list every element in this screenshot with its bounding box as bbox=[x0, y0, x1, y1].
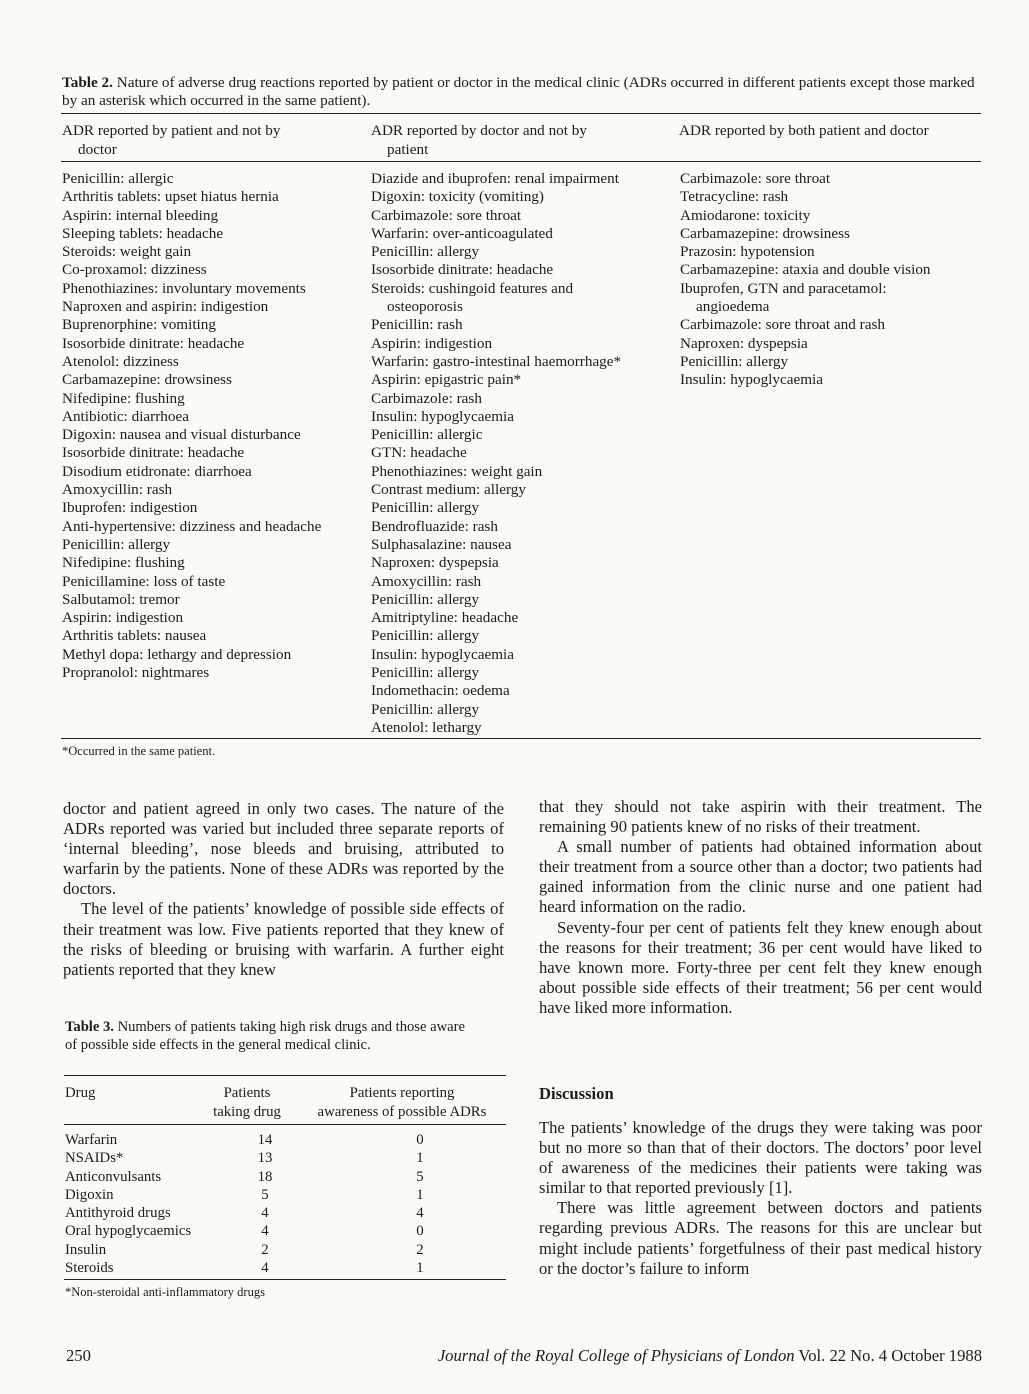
discussion-paragraph-2: There was little agreement between doctors and patients regarding previous ADRs. The reasons for this are unclear but might include patients’ forgetfulness of their past medical history or the doctor’s failure to inform bbox=[539, 1198, 982, 1278]
table3-row bbox=[65, 1131, 535, 1149]
table2-entry: Aspirin: indigestion bbox=[371, 334, 493, 352]
table2-entry: GTN: headache bbox=[371, 444, 467, 462]
table2-entry: Penicillin: allergy bbox=[371, 664, 480, 682]
table2-entry: Aspirin: internal bleeding bbox=[62, 206, 219, 224]
table3-cell-aware: 1 bbox=[416, 1260, 424, 1277]
table3-cell-aware: 1 bbox=[416, 1186, 424, 1203]
table3-caption-label: Table 3. bbox=[65, 1019, 114, 1035]
table2-entry: Atenolol: dizziness bbox=[62, 352, 179, 370]
body-right-column bbox=[539, 797, 982, 1018]
body-right-paragraph-3: Seventy-four per cent of patients felt they knew enough about the reasons for their treatment; 36 per cent would have liked to have known more. Forty-three per cent felt they knew enough about possible side effects of their treatment; 56 per cent would have liked more information. bbox=[539, 917, 982, 1017]
table2-entry: Insulin: hypoglycaemia bbox=[371, 645, 514, 663]
table2-entry: Anti-hypertensive: dizziness and headache bbox=[62, 517, 322, 535]
table3-row bbox=[65, 1204, 535, 1222]
table2-entry: Carbimazole: rash bbox=[371, 389, 482, 407]
table2-entry: Penicillin: allergy bbox=[680, 352, 789, 370]
table3-cell-aware: 0 bbox=[416, 1223, 424, 1240]
table2-entry: Warfarin: gastro-intestinal haemorrhage* bbox=[371, 352, 622, 370]
table2-entry: Contrast medium: allergy bbox=[371, 481, 526, 499]
table2-entry: Bendrofluazide: rash bbox=[371, 517, 498, 535]
table2-entry: osteoporosis bbox=[387, 298, 463, 316]
table2-caption bbox=[62, 74, 982, 110]
table2-entry: Amoxycillin: rash bbox=[62, 481, 173, 499]
table3-header-taking-line2: taking drug bbox=[213, 1103, 281, 1120]
table2-entry: Phenothiazines: involuntary movements bbox=[62, 279, 306, 297]
table2-entry: Penicillin: allergic bbox=[371, 426, 483, 444]
table3-cell-taking: 4 bbox=[261, 1205, 269, 1222]
table2-entry: Penicillin: allergy bbox=[371, 243, 480, 261]
table3-header-drug: Drug bbox=[65, 1085, 96, 1101]
table2-entry: Penicillin: allergic bbox=[62, 170, 174, 187]
table2-entry: Penicillin: rash bbox=[371, 316, 463, 334]
table3-cell-drug: Oral hypoglycaemics bbox=[65, 1223, 192, 1240]
table3-cell-drug: Steroids bbox=[65, 1260, 114, 1277]
table2-entry: Nifedipine: flushing bbox=[62, 554, 185, 572]
table3-cell-aware: 5 bbox=[416, 1168, 424, 1185]
table3-header-rule bbox=[64, 1124, 506, 1125]
table2-entry: Sulphasalazine: nausea bbox=[371, 535, 512, 553]
table2-entry: Naproxen: dyspepsia bbox=[680, 334, 808, 352]
table2-entry: Co-proxamol: dizziness bbox=[62, 261, 207, 279]
table2-column-both bbox=[680, 170, 931, 390]
table2-entry: Isosorbide dinitrate: headache bbox=[62, 334, 245, 352]
table2-entry: Salbutamol: tremor bbox=[62, 590, 180, 608]
table2-entry: Ibuprofen, GTN and paracetamol: bbox=[680, 279, 887, 297]
table3-header-aware bbox=[297, 1084, 507, 1121]
table3-row bbox=[65, 1149, 535, 1167]
table2-entry: Naproxen: dyspepsia bbox=[371, 554, 499, 572]
table2-entry: Propranolol: nightmares bbox=[62, 664, 210, 682]
table3-cell-taking: 18 bbox=[257, 1168, 273, 1185]
table2-entry: Aspirin: indigestion bbox=[62, 609, 184, 627]
table2-header-col1 bbox=[62, 122, 362, 159]
table3-header-taking-line1: Patients bbox=[223, 1085, 271, 1101]
table3-cell-taking: 2 bbox=[261, 1241, 269, 1258]
table3-cell-aware: 1 bbox=[416, 1150, 424, 1167]
table3-caption-text: Numbers of patients taking high risk drugs and those aware of possible side effects in the general medical clinic. bbox=[65, 1019, 465, 1054]
table2-entry: Insulin: hypoglycaemia bbox=[371, 407, 514, 425]
table3-bottom-rule bbox=[64, 1279, 506, 1280]
table2-entry: Phenothiazines: weight gain bbox=[371, 462, 543, 480]
page-number: 250 bbox=[66, 1346, 91, 1365]
table3-cell-aware: 2 bbox=[416, 1241, 424, 1258]
table2-entry: Carbamazepine: drowsiness bbox=[62, 371, 232, 389]
journal-footer bbox=[370, 1346, 982, 1366]
table2-entry: Isosorbide dinitrate: headache bbox=[62, 444, 245, 462]
table2-entry: Diazide and ibuprofen: renal impairment bbox=[371, 170, 619, 187]
body-left-paragraph-2: The level of the patients’ knowledge of possible side effects of their treatment was low. Five patients reported that they knew of the risks of bleeding or bruising with warfarin. A further eight patients reported that they knew bbox=[63, 899, 504, 979]
table2-entry: Nifedipine: flushing bbox=[62, 389, 185, 407]
discussion-paragraph-1: The patients’ knowledge of the drugs they were taking was poor but no more so than that of their doctors. The doctors’ poor level of awareness of the medicines their patients were taking was similar to that reported previously [1]. bbox=[539, 1118, 982, 1198]
table2-entry: Penicillin: allergy bbox=[371, 700, 480, 718]
table2-entry: Arthritis tablets: upset hiatus hernia bbox=[62, 188, 279, 206]
table3-cell-taking: 13 bbox=[257, 1150, 273, 1167]
table3-row bbox=[65, 1259, 535, 1277]
body-left-column bbox=[63, 799, 504, 980]
table2-entry: Steroids: weight gain bbox=[62, 243, 192, 261]
table2-caption-label: Table 2. bbox=[62, 74, 113, 91]
table2-header-col2-line2: patient bbox=[387, 140, 429, 158]
table3-cell-drug: Digoxin bbox=[65, 1186, 114, 1203]
table2-header-col2-line1: ADR reported by doctor and not by bbox=[371, 122, 587, 139]
table3-row bbox=[65, 1222, 535, 1240]
body-right-paragraph-1: that they should not take aspirin with their treatment. The remaining 90 patients knew of no risks of their treatment. bbox=[539, 797, 982, 837]
table2-entry: Carbamazepine: drowsiness bbox=[680, 224, 850, 242]
table2-entry: Buprenorphine: vomiting bbox=[62, 316, 216, 334]
table2-entry: Carbamazepine: ataxia and double vision bbox=[680, 261, 931, 279]
table2-entry: Arthritis tablets: nausea bbox=[62, 627, 207, 645]
table2-entry: Steroids: cushingoid features and bbox=[371, 279, 574, 297]
table2-entry: Penicillin: allergy bbox=[371, 590, 480, 608]
table2-entry: angioedema bbox=[696, 298, 770, 316]
table2-entry: Amoxycillin: rash bbox=[371, 572, 482, 590]
table3-cell-taking: 4 bbox=[261, 1223, 269, 1240]
table2-footnote: *Occurred in the same patient. bbox=[62, 744, 216, 758]
discussion-heading: Discussion bbox=[539, 1084, 614, 1103]
table3-footnote: *Non-steroidal anti-inflammatory drugs bbox=[65, 1285, 265, 1299]
journal-issue: Vol. 22 No. 4 October 1988 bbox=[794, 1346, 982, 1365]
table2-entry: Antibiotic: diarrhoea bbox=[62, 407, 189, 425]
table3-row bbox=[65, 1186, 535, 1204]
table3-cell-drug: Insulin bbox=[65, 1241, 107, 1258]
table3-row bbox=[65, 1241, 535, 1259]
table2-entry: Naproxen and aspirin: indigestion bbox=[62, 298, 269, 316]
table2-entry: Amitriptyline: headache bbox=[371, 609, 519, 627]
table3-cell-taking: 4 bbox=[261, 1260, 269, 1277]
table3-header-aware-line2: awareness of possible ADRs bbox=[317, 1103, 487, 1120]
body-left-paragraph-1: doctor and patient agreed in only two cases. The nature of the ADRs reported was varied but included three separate reports of ‘internal bleeding’, nose bleeds and bruising, attributed to warfarin by the patients. None of these ADRs was reported by the doctors. bbox=[63, 799, 504, 899]
table2-entry: Warfarin: over-anticoagulated bbox=[371, 224, 553, 242]
discussion-text bbox=[539, 1118, 982, 1279]
table2-entry: Insulin: hypoglycaemia bbox=[680, 371, 823, 389]
table2-header-col3-line1: ADR reported by both patient and doctor bbox=[679, 122, 929, 139]
table3-top-rule bbox=[64, 1075, 506, 1076]
table3-caption bbox=[65, 1018, 477, 1054]
table2-entry: Carbimazole: sore throat bbox=[680, 170, 831, 187]
table2-entry: Digoxin: toxicity (vomiting) bbox=[371, 188, 544, 206]
table2-header-rule bbox=[61, 161, 981, 162]
table3-cell-drug: Anticonvulsants bbox=[65, 1168, 162, 1185]
table2-entry: Tetracycline: rash bbox=[680, 188, 789, 206]
table2-caption-text: Nature of adverse drug reactions reported by patient or doctor in the medical clinic (ADRs occurred in different patients except those marked by an asterisk which occurred in the same patient). bbox=[62, 74, 975, 109]
table3-cell-aware: 4 bbox=[416, 1205, 424, 1222]
table3-cell-drug: NSAIDs* bbox=[65, 1150, 124, 1167]
table3-cell-taking: 14 bbox=[257, 1132, 273, 1148]
table2-header-col1-line1: ADR reported by patient and not by bbox=[62, 122, 281, 139]
table2-header-col1-line2: doctor bbox=[78, 140, 117, 158]
table3-cell-aware: 0 bbox=[416, 1132, 424, 1148]
table2-entry: Aspirin: epigastric pain* bbox=[371, 371, 522, 389]
table2-entry: Penicillin: allergy bbox=[371, 627, 480, 645]
table2-entry: Isosorbide dinitrate: headache bbox=[371, 261, 554, 279]
table2-entry: Disodium etidronate: diarrhoea bbox=[62, 462, 252, 480]
table2-top-rule bbox=[61, 113, 981, 114]
table2-entry: Methyl dopa: lethargy and depression bbox=[62, 645, 292, 663]
table3-cell-taking: 5 bbox=[261, 1186, 269, 1203]
table3-cell-drug: Warfarin bbox=[65, 1132, 118, 1148]
table2-entry: Digoxin: nausea and visual disturbance bbox=[62, 426, 301, 444]
table2-entry: Amiodarone: toxicity bbox=[680, 206, 811, 224]
table2-header-col3 bbox=[679, 122, 984, 141]
table2-column-patient-only bbox=[62, 170, 321, 682]
table2-entry: Penicillamine: loss of taste bbox=[62, 572, 226, 590]
table3-header-aware-line1: Patients reporting bbox=[349, 1085, 455, 1101]
table2-entry: Indomethacin: oedema bbox=[371, 682, 510, 700]
table2-header-col2 bbox=[371, 122, 671, 159]
table3-cell-drug: Antithyroid drugs bbox=[65, 1205, 171, 1222]
journal-name: Journal of the Royal College of Physicians of London bbox=[437, 1346, 795, 1365]
table3-body bbox=[65, 1131, 535, 1277]
table2-bottom-rule bbox=[61, 738, 981, 739]
table3-header-taking bbox=[197, 1084, 297, 1121]
table2-column-doctor-only bbox=[371, 170, 621, 737]
table2-entry: Ibuprofen: indigestion bbox=[62, 499, 198, 517]
table2-entry: Sleeping tablets: headache bbox=[62, 224, 224, 242]
table2-entry: Carbimazole: sore throat and rash bbox=[680, 316, 885, 334]
table3-row bbox=[65, 1168, 535, 1186]
body-right-paragraph-2: A small number of patients had obtained information about their treatment from a source other than a doctor; two patients had gained information from the clinic nurse and one patient had heard information on the radio. bbox=[539, 837, 982, 917]
table2-entry: Carbimazole: sore throat bbox=[371, 206, 522, 224]
table2-entry: Atenolol: lethargy bbox=[371, 718, 482, 736]
table2-entry: Prazosin: hypotension bbox=[680, 243, 815, 261]
table2-entry: Penicillin: allergy bbox=[371, 499, 480, 517]
table2-entry: Penicillin: allergy bbox=[62, 535, 171, 553]
